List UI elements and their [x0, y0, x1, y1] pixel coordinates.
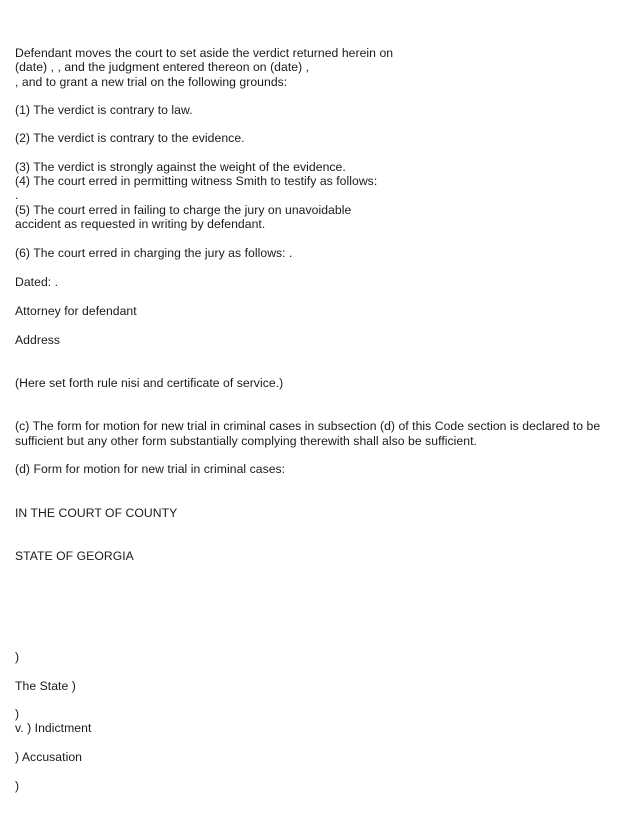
dated-line: Dated: .	[15, 275, 59, 289]
state-caption: STATE OF GEORGIA	[15, 549, 134, 563]
ground-6: (6) The court erred in charging the jury as follows: .	[15, 246, 293, 260]
motion-intro-line-3: , and to grant a new trial on the following grounds:	[15, 75, 288, 89]
motion-intro-line-1: Defendant moves the court to set aside the verdict returned herein on	[15, 46, 394, 60]
ground-2: (2) The verdict is contrary to the evidence.	[15, 131, 245, 145]
ground-1: (1) The verdict is contrary to law.	[15, 103, 193, 117]
caption-bracket-1: )	[15, 650, 20, 664]
address-line: Address	[15, 333, 61, 347]
court-caption: IN THE COURT OF COUNTY	[15, 506, 178, 520]
caption-bracket-3: )	[15, 779, 20, 793]
ground-5-line-2: accident as requested in writing by defendant.	[15, 217, 266, 231]
caption-indictment: v. ) Indictment	[15, 721, 92, 735]
rule-nisi-note: (Here set forth rule nisi and certificate of service.)	[15, 376, 284, 390]
ground-3: (3) The verdict is strongly against the weight of the evidence.	[15, 160, 346, 174]
subsection-c-line-1: (c) The form for motion for new trial in criminal cases in subsection (d) of this Code section is declared to be	[15, 419, 601, 433]
ground-4: (4) The court erred in permitting witness Smith to testify as follows:	[15, 174, 378, 188]
subsection-c-line-2: sufficient but any other form substantially complying therewith shall also be sufficient.	[15, 434, 477, 448]
attorney-line: Attorney for defendant	[15, 304, 137, 318]
motion-intro-line-2: (date) , , and the judgment entered thereon on (date) ,	[15, 60, 310, 74]
caption-the-state: The State )	[15, 679, 76, 693]
caption-bracket-2: )	[15, 707, 20, 721]
ground-4-continuation: .	[15, 188, 19, 202]
caption-accusation: ) Accusation	[15, 750, 82, 764]
subsection-d-heading: (d) Form for motion for new trial in criminal cases:	[15, 462, 286, 476]
ground-5-line-1: (5) The court erred in failing to charge the jury on unavoidable	[15, 203, 352, 217]
